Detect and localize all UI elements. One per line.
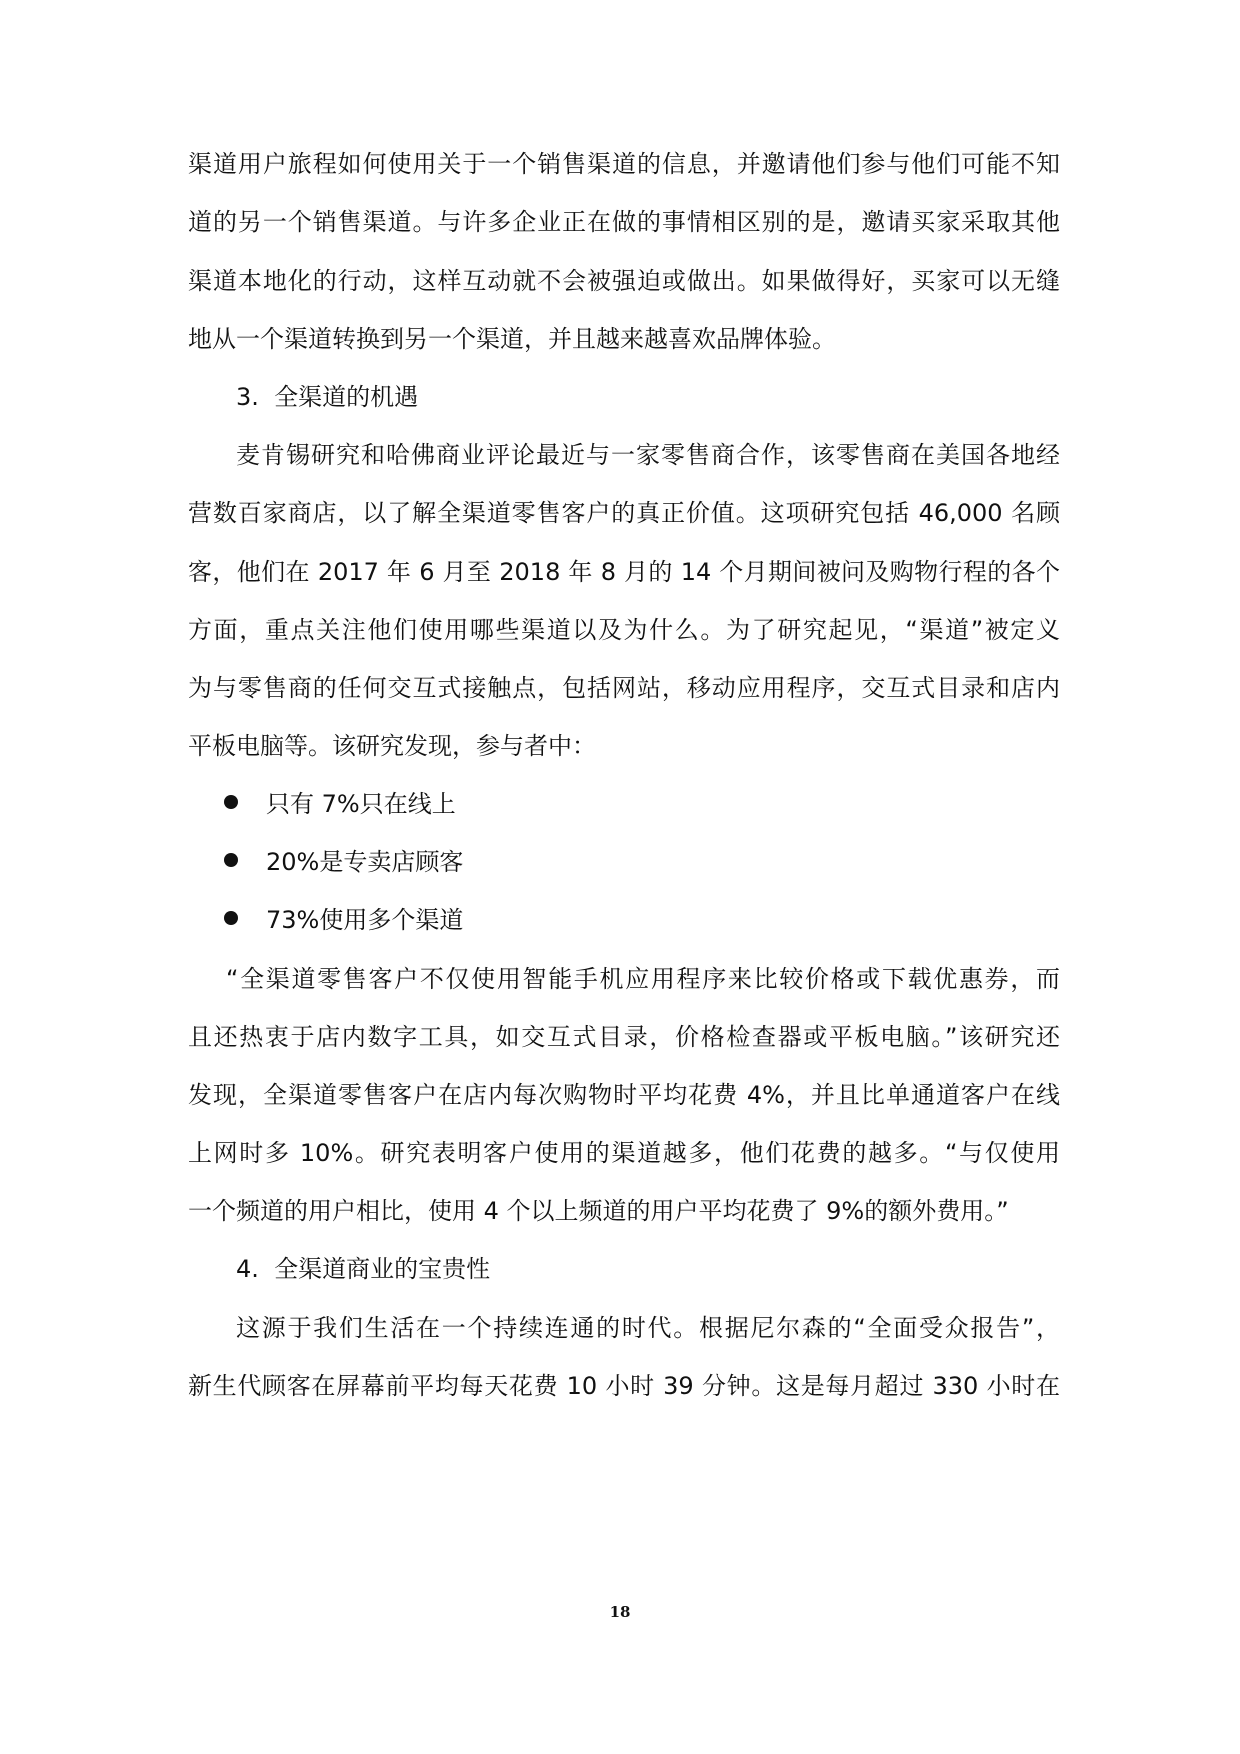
paragraph-line: 新生代顾客在屏幕前平均每天花费 10 小时 39 分钟。这是每月超过 330 小时在: [188, 1372, 1060, 1400]
section-heading: 4. 全渠道商业的宝贵性: [236, 1255, 491, 1283]
paragraph-line: 营数百家商店，以了解全渠道零售客户的真正价值。这项研究包括 46,000 名顾: [188, 499, 1060, 527]
list-item: [224, 903, 463, 937]
list-item: [224, 845, 463, 879]
paragraph-line: 这源于我们生活在一个持续连通的时代。根据尼尔森的“全面受众报告”，: [236, 1314, 1060, 1342]
paragraph-line: 方面，重点关注他们使用哪些渠道以及为什么。为了研究起见，“渠道”被定义: [188, 616, 1060, 644]
paragraph-line: 道的另一个销售渠道。与许多企业正在做的事情相区别的是，邀请买家采取其他: [188, 208, 1060, 236]
paragraph-line: 平板电脑等。该研究发现，参与者中：: [188, 732, 596, 760]
list-item-text: 只有 7%只在线上: [266, 790, 456, 818]
bullet-icon: [224, 853, 238, 867]
paragraph-line: 上网时多 10%。研究表明客户使用的渠道越多，他们花费的越多。“与仅使用: [188, 1139, 1060, 1167]
paragraph-line: 地从一个渠道转换到另一个渠道，并且越来越喜欢品牌体验。: [188, 325, 836, 353]
paragraph-line: 客，他们在 2017 年 6 月至 2018 年 8 月的 14 个月期间被问及购物行程的各个: [188, 558, 1060, 586]
paragraph-line: 且还热衷于店内数字工具，如交互式目录，价格检查器或平板电脑。”该研究还: [188, 1023, 1060, 1051]
paragraph-line: 为与零售商的任何交互式接触点，包括网站，移动应用程序，交互式目录和店内: [188, 674, 1060, 702]
bullet-icon: [224, 795, 238, 809]
paragraph-line: 麦肯锡研究和哈佛商业评论最近与一家零售商合作，该零售商在美国各地经: [236, 441, 1060, 469]
paragraph-line: 渠道用户旅程如何使用关于一个销售渠道的信息，并邀请他们参与他们可能不知: [188, 150, 1060, 178]
paragraph-line: 发现，全渠道零售客户在店内每次购物时平均花费 4%，并且比单通道客户在线: [188, 1081, 1060, 1109]
list-item-text: 73%使用多个渠道: [266, 906, 464, 934]
paragraph-line: “全渠道零售客户不仅使用智能手机应用程序来比较价格或下载优惠券，而: [226, 965, 1060, 993]
list-item-text: 20%是专卖店顾客: [266, 848, 464, 876]
bullet-icon: [224, 911, 238, 925]
section-heading: 3. 全渠道的机遇: [236, 383, 419, 411]
list-item: [224, 787, 456, 821]
paragraph-line: 渠道本地化的行动，这样互动就不会被强迫或做出。如果做得好，买家可以无缝: [188, 267, 1060, 295]
page-number: 18: [609, 1603, 631, 1621]
paragraph-line: 一个频道的用户相比，使用 4 个以上频道的用户平均花费了 9%的额外费用。”: [188, 1197, 1009, 1225]
